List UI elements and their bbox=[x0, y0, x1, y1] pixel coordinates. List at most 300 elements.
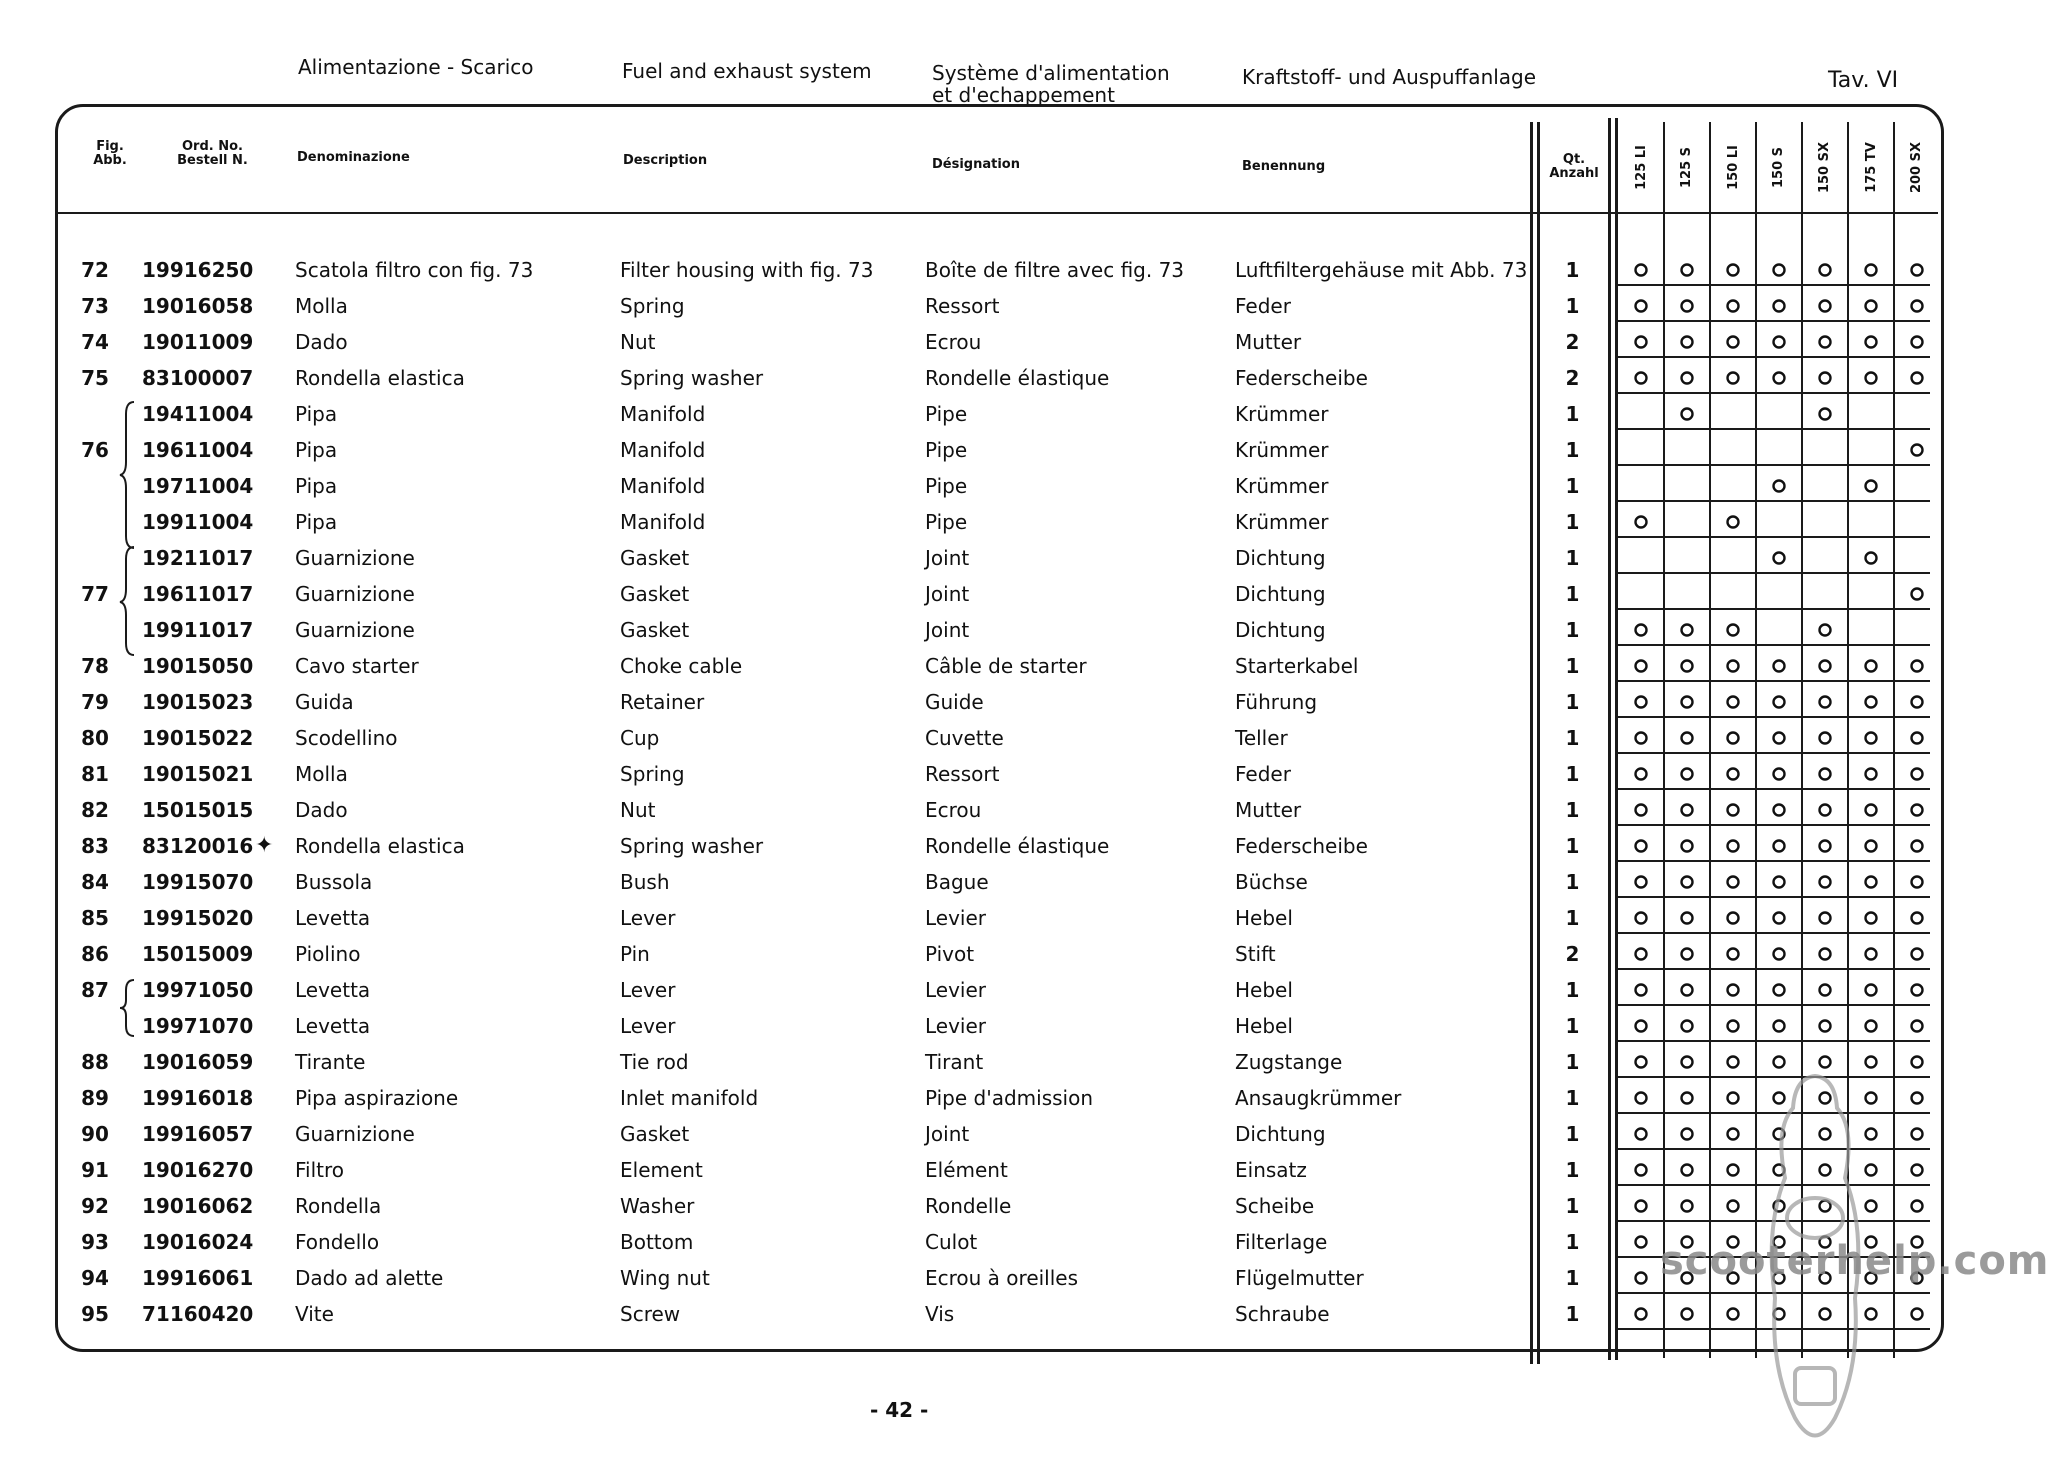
cell-ord: 19016024 bbox=[142, 1230, 254, 1254]
applicability-mark bbox=[1633, 514, 1649, 530]
cell-qt: 2 bbox=[1565, 330, 1580, 354]
model-row-divider bbox=[1618, 860, 1930, 862]
applicability-mark bbox=[1679, 1018, 1695, 1034]
cell-it: Pipa bbox=[295, 474, 338, 498]
cell-de: Hebel bbox=[1235, 978, 1293, 1002]
cell-fr: Rondelle bbox=[925, 1194, 1012, 1218]
applicability-mark bbox=[1633, 1306, 1649, 1322]
applicability-mark bbox=[1771, 658, 1787, 674]
cell-fig: 86 bbox=[81, 942, 109, 966]
applicability-mark bbox=[1725, 694, 1741, 710]
cell-en: Nut bbox=[620, 798, 656, 822]
cell-de: Büchse bbox=[1235, 870, 1308, 894]
applicability-mark bbox=[1863, 262, 1879, 278]
cell-it: Vite bbox=[295, 1302, 334, 1326]
applicability-mark bbox=[1725, 370, 1741, 386]
applicability-mark bbox=[1725, 946, 1741, 962]
cell-de: Hebel bbox=[1235, 1014, 1293, 1038]
title-english: Fuel and exhaust system bbox=[622, 59, 872, 83]
cell-it: Rondella elastica bbox=[295, 834, 465, 858]
applicability-mark bbox=[1725, 982, 1741, 998]
cell-de: Scheibe bbox=[1235, 1194, 1315, 1218]
applicability-mark bbox=[1725, 298, 1741, 314]
cell-fig bbox=[70, 1008, 120, 1044]
applicability-mark bbox=[1725, 766, 1741, 782]
applicability-mark bbox=[1909, 586, 1925, 602]
applicability-mark bbox=[1679, 622, 1695, 638]
cell-fig bbox=[70, 540, 120, 576]
applicability-mark bbox=[1817, 658, 1833, 674]
cell-fr: Levier bbox=[925, 978, 987, 1002]
applicability-mark bbox=[1679, 1090, 1695, 1106]
table-row bbox=[0, 432, 2000, 468]
cell-ord: 71160420 bbox=[142, 1302, 254, 1326]
brace-fig-77 bbox=[118, 545, 138, 657]
applicability-mark bbox=[1679, 982, 1695, 998]
cell-it: Dado ad alette bbox=[295, 1266, 444, 1290]
cell-qt: 1 bbox=[1565, 834, 1580, 858]
cell-en: Wing nut bbox=[620, 1266, 710, 1290]
applicability-mark bbox=[1909, 1198, 1925, 1214]
model-row-divider bbox=[1618, 968, 1930, 970]
title-german: Kraftstoff- und Auspuffanlage bbox=[1242, 65, 1537, 89]
cell-qt: 2 bbox=[1565, 942, 1580, 966]
applicability-mark bbox=[1771, 802, 1787, 818]
model-row-divider bbox=[1618, 356, 1930, 358]
cell-ord: 19916250 bbox=[142, 258, 254, 282]
cell-fr: Levier bbox=[925, 1014, 987, 1038]
applicability-mark bbox=[1725, 1018, 1741, 1034]
cell-de: Feder bbox=[1235, 762, 1291, 786]
applicability-mark bbox=[1679, 802, 1695, 818]
model-header-125-li bbox=[1618, 137, 1664, 197]
cell-ord: 19211017 bbox=[142, 546, 254, 570]
cell-de: Krümmer bbox=[1235, 402, 1329, 426]
cell-it: Guarnizione bbox=[295, 582, 415, 606]
cell-qt: 1 bbox=[1565, 1050, 1580, 1074]
applicability-mark bbox=[1633, 730, 1649, 746]
applicability-mark bbox=[1633, 694, 1649, 710]
cell-it: Guarnizione bbox=[295, 546, 415, 570]
applicability-mark bbox=[1725, 262, 1741, 278]
cell-en: Gasket bbox=[620, 582, 690, 606]
cell-fig: 82 bbox=[81, 798, 109, 822]
cell-en: Spring washer bbox=[620, 834, 764, 858]
cell-en: Filter housing with fig. 73 bbox=[620, 258, 874, 282]
col-header-qt: Qt. Anzahl bbox=[1549, 152, 1599, 181]
table-row bbox=[0, 612, 2000, 648]
applicability-mark bbox=[1771, 694, 1787, 710]
cell-fr: Ecrou à oreilles bbox=[925, 1266, 1079, 1290]
cell-en: Manifold bbox=[620, 402, 706, 426]
applicability-mark bbox=[1633, 658, 1649, 674]
model-row-divider bbox=[1618, 824, 1930, 826]
applicability-mark bbox=[1909, 982, 1925, 998]
cell-en: Manifold bbox=[620, 510, 706, 534]
applicability-mark bbox=[1817, 838, 1833, 854]
applicability-mark bbox=[1909, 838, 1925, 854]
model-header-125-s bbox=[1664, 137, 1710, 197]
cell-qt: 1 bbox=[1565, 906, 1580, 930]
table-row bbox=[0, 324, 2000, 360]
applicability-mark bbox=[1863, 1018, 1879, 1034]
cell-fr: Ecrou bbox=[925, 330, 982, 354]
applicability-mark bbox=[1817, 622, 1833, 638]
applicability-mark bbox=[1863, 298, 1879, 314]
cell-de: Dichtung bbox=[1235, 546, 1326, 570]
applicability-mark bbox=[1633, 622, 1649, 638]
cell-fig: 79 bbox=[81, 690, 109, 714]
table-row bbox=[0, 1008, 2000, 1044]
applicability-mark bbox=[1679, 838, 1695, 854]
cell-qt: 1 bbox=[1565, 1266, 1580, 1290]
cell-it: Dado bbox=[295, 330, 348, 354]
model-row-divider bbox=[1618, 428, 1930, 430]
applicability-mark bbox=[1725, 730, 1741, 746]
cell-de: Filterlage bbox=[1235, 1230, 1328, 1254]
cell-ord: 19916061 bbox=[142, 1266, 254, 1290]
cell-it: Tirante bbox=[295, 1050, 366, 1074]
cell-en: Washer bbox=[620, 1194, 695, 1218]
applicability-mark bbox=[1909, 1126, 1925, 1142]
table-row bbox=[0, 1116, 2000, 1152]
brace-fig-87 bbox=[118, 978, 138, 1038]
cell-en: Choke cable bbox=[620, 654, 743, 678]
applicability-mark bbox=[1633, 1162, 1649, 1178]
applicability-mark bbox=[1679, 262, 1695, 278]
table-row bbox=[0, 864, 2000, 900]
table-row bbox=[0, 396, 2000, 432]
table-row bbox=[0, 504, 2000, 540]
cell-fig: 72 bbox=[81, 258, 109, 282]
cell-qt: 1 bbox=[1565, 438, 1580, 462]
cell-fig: 85 bbox=[81, 906, 109, 930]
cell-fr: Pipe bbox=[925, 438, 968, 462]
table-row bbox=[0, 576, 2000, 612]
applicability-mark bbox=[1909, 262, 1925, 278]
cell-ord: 19711004 bbox=[142, 474, 254, 498]
model-row-divider bbox=[1618, 608, 1930, 610]
cell-en: Screw bbox=[620, 1302, 681, 1326]
applicability-mark bbox=[1863, 910, 1879, 926]
model-row-divider bbox=[1618, 896, 1930, 898]
model-row-divider bbox=[1618, 284, 1930, 286]
cell-fr: Ecrou bbox=[925, 798, 982, 822]
cell-qt: 1 bbox=[1565, 402, 1580, 426]
applicability-mark bbox=[1725, 1090, 1741, 1106]
model-row-divider bbox=[1618, 716, 1930, 718]
applicability-mark bbox=[1679, 910, 1695, 926]
applicability-mark bbox=[1725, 1126, 1741, 1142]
title-french: Système d'alimentation et d'echappement bbox=[932, 61, 1170, 107]
cell-it: Guarnizione bbox=[295, 1122, 415, 1146]
applicability-mark bbox=[1817, 766, 1833, 782]
model-row-divider bbox=[1618, 680, 1930, 682]
cell-fig: 91 bbox=[81, 1158, 109, 1182]
cell-fig: 77 bbox=[81, 582, 109, 606]
table-row bbox=[0, 684, 2000, 720]
cell-it: Molla bbox=[295, 762, 348, 786]
cell-fig: 92 bbox=[81, 1194, 109, 1218]
cell-qt: 1 bbox=[1565, 726, 1580, 750]
cell-fig bbox=[70, 504, 120, 540]
cell-fr: Pipe bbox=[925, 402, 968, 426]
applicability-mark bbox=[1725, 1306, 1741, 1322]
model-row-divider bbox=[1618, 1040, 1930, 1042]
cell-ord: 19015050 bbox=[142, 654, 254, 678]
cell-fr: Joint bbox=[925, 582, 970, 606]
applicability-mark bbox=[1679, 298, 1695, 314]
applicability-mark bbox=[1725, 1162, 1741, 1178]
cell-en: Nut bbox=[620, 330, 656, 354]
applicability-mark bbox=[1817, 802, 1833, 818]
applicability-mark bbox=[1817, 946, 1833, 962]
title-italian: Alimentazione - Scarico bbox=[298, 55, 534, 79]
applicability-mark bbox=[1817, 910, 1833, 926]
applicability-mark bbox=[1863, 658, 1879, 674]
applicability-mark bbox=[1633, 802, 1649, 818]
applicability-mark bbox=[1817, 298, 1833, 314]
cell-en: Spring washer bbox=[620, 366, 764, 390]
applicability-mark bbox=[1817, 730, 1833, 746]
cell-ord: 19915070 bbox=[142, 870, 254, 894]
cell-it: Pipa bbox=[295, 510, 338, 534]
applicability-mark bbox=[1771, 298, 1787, 314]
cell-en: Element bbox=[620, 1158, 703, 1182]
cell-de: Einsatz bbox=[1235, 1158, 1307, 1182]
cell-fr: Elément bbox=[925, 1158, 1008, 1182]
cell-ord: 15015009 bbox=[142, 942, 254, 966]
applicability-mark bbox=[1633, 838, 1649, 854]
applicability-mark bbox=[1817, 694, 1833, 710]
model-header-150-li bbox=[1710, 137, 1756, 197]
applicability-mark bbox=[1771, 730, 1787, 746]
cell-fig: 95 bbox=[81, 1302, 109, 1326]
model-row-divider bbox=[1618, 752, 1930, 754]
cell-de: Krümmer bbox=[1235, 438, 1329, 462]
applicability-mark bbox=[1863, 946, 1879, 962]
cell-it: Pipa bbox=[295, 402, 338, 426]
cell-qt: 1 bbox=[1565, 762, 1580, 786]
cell-en: Manifold bbox=[620, 474, 706, 498]
applicability-mark bbox=[1909, 370, 1925, 386]
applicability-mark bbox=[1909, 334, 1925, 350]
cell-fig: 89 bbox=[81, 1086, 109, 1110]
applicability-mark bbox=[1679, 694, 1695, 710]
applicability-mark bbox=[1725, 874, 1741, 890]
col-header-ord: Ord. No. Bestell N. bbox=[177, 139, 248, 168]
applicability-mark bbox=[1863, 694, 1879, 710]
model-header-150-s bbox=[1756, 137, 1802, 197]
cell-fig bbox=[70, 396, 120, 432]
cell-en: Tie rod bbox=[620, 1050, 689, 1074]
applicability-mark bbox=[1817, 1018, 1833, 1034]
model-row-divider bbox=[1618, 392, 1930, 394]
cell-ord: 19911004 bbox=[142, 510, 254, 534]
page-number: - 42 - bbox=[870, 1398, 929, 1422]
cell-qt: 1 bbox=[1565, 1122, 1580, 1146]
cell-fig: 88 bbox=[81, 1050, 109, 1074]
model-row-divider bbox=[1618, 1004, 1930, 1006]
table-row bbox=[0, 828, 2000, 864]
cell-de: Luftfiltergehäuse mit Abb. 73 bbox=[1235, 258, 1528, 282]
cell-de: Feder bbox=[1235, 294, 1291, 318]
applicability-mark bbox=[1771, 838, 1787, 854]
brace-fig-76 bbox=[118, 400, 138, 550]
model-header-175-tv bbox=[1848, 137, 1894, 197]
cell-it: Piolino bbox=[295, 942, 361, 966]
cell-ord: 19971050 bbox=[142, 978, 254, 1002]
plate-number: Tav. VI bbox=[1828, 68, 1899, 93]
cell-fig: 83 bbox=[81, 834, 109, 858]
applicability-mark bbox=[1679, 1198, 1695, 1214]
cell-it: Bussola bbox=[295, 870, 373, 894]
cell-fig bbox=[70, 468, 120, 504]
applicability-mark bbox=[1633, 874, 1649, 890]
cell-ord: 19971070 bbox=[142, 1014, 254, 1038]
cell-en: Gasket bbox=[620, 546, 690, 570]
cell-fr: Pivot bbox=[925, 942, 975, 966]
table-row bbox=[0, 1044, 2000, 1080]
model-header-200-sx bbox=[1894, 137, 1940, 197]
applicability-mark bbox=[1679, 406, 1695, 422]
cell-fig bbox=[70, 612, 120, 648]
table-row bbox=[0, 792, 2000, 828]
applicability-mark bbox=[1679, 1054, 1695, 1070]
applicability-mark bbox=[1863, 334, 1879, 350]
cell-it: Guarnizione bbox=[295, 618, 415, 642]
cell-en: Inlet manifold bbox=[620, 1086, 759, 1110]
applicability-mark bbox=[1725, 334, 1741, 350]
applicability-mark bbox=[1771, 910, 1787, 926]
cell-fig: 94 bbox=[81, 1266, 109, 1290]
applicability-mark bbox=[1633, 1090, 1649, 1106]
applicability-mark bbox=[1633, 334, 1649, 350]
model-header-label: 150 SX bbox=[1817, 141, 1833, 193]
table-row bbox=[0, 972, 2000, 1008]
cell-ord: 19411004 bbox=[142, 402, 254, 426]
applicability-mark bbox=[1771, 550, 1787, 566]
cell-de: Federscheibe bbox=[1235, 834, 1368, 858]
applicability-mark bbox=[1679, 1162, 1695, 1178]
cell-qt: 1 bbox=[1565, 1014, 1580, 1038]
cell-ord: 19015022 bbox=[142, 726, 254, 750]
table-row bbox=[0, 1152, 2000, 1188]
cell-en: Retainer bbox=[620, 690, 705, 714]
cell-qt: 1 bbox=[1565, 690, 1580, 714]
table-row bbox=[0, 1080, 2000, 1116]
applicability-mark bbox=[1909, 442, 1925, 458]
cell-de: Dichtung bbox=[1235, 1122, 1326, 1146]
cell-ord: 19016062 bbox=[142, 1194, 254, 1218]
col-header-fig: Fig. Abb. bbox=[93, 139, 127, 168]
cell-fr: Joint bbox=[925, 1122, 970, 1146]
cell-en: Lever bbox=[620, 906, 676, 930]
cell-ord: 19016059 bbox=[142, 1050, 254, 1074]
applicability-mark bbox=[1679, 1126, 1695, 1142]
applicability-mark bbox=[1863, 982, 1879, 998]
cell-it: Scodellino bbox=[295, 726, 398, 750]
model-header-label: 150 LI bbox=[1725, 144, 1741, 190]
model-header-label: 150 S bbox=[1771, 146, 1787, 188]
cell-de: Flügelmutter bbox=[1235, 1266, 1364, 1290]
cell-ord: 19915020 bbox=[142, 906, 254, 930]
cell-ord: 83120016 bbox=[142, 834, 254, 858]
cell-de: Schraube bbox=[1235, 1302, 1330, 1326]
applicability-mark bbox=[1633, 1234, 1649, 1250]
model-header-150-sx bbox=[1802, 137, 1848, 197]
cell-ord: 15015015 bbox=[142, 798, 254, 822]
cell-ord: 19015021 bbox=[142, 762, 254, 786]
cell-fr: Culot bbox=[925, 1230, 978, 1254]
applicability-mark bbox=[1863, 478, 1879, 494]
cell-it: Levetta bbox=[295, 978, 371, 1002]
applicability-mark bbox=[1771, 478, 1787, 494]
applicability-mark bbox=[1909, 658, 1925, 674]
applicability-mark bbox=[1633, 370, 1649, 386]
col-header-fr: Désignation bbox=[932, 157, 1020, 172]
cell-it: Pipa aspirazione bbox=[295, 1086, 459, 1110]
applicability-mark bbox=[1909, 298, 1925, 314]
cell-fig: 84 bbox=[81, 870, 109, 894]
cell-fr: Levier bbox=[925, 906, 987, 930]
cell-ord: 83100007 bbox=[142, 366, 254, 390]
applicability-mark bbox=[1679, 766, 1695, 782]
cell-ord: 19911017 bbox=[142, 618, 254, 642]
cell-fig: 90 bbox=[81, 1122, 109, 1146]
cell-qt: 1 bbox=[1565, 618, 1580, 642]
cell-fig: 80 bbox=[81, 726, 109, 750]
cell-qt: 2 bbox=[1565, 366, 1580, 390]
cell-de: Ansaugkrümmer bbox=[1235, 1086, 1402, 1110]
table-row bbox=[0, 720, 2000, 756]
cell-it: Fondello bbox=[295, 1230, 380, 1254]
cell-fr: Joint bbox=[925, 618, 970, 642]
cell-ord: 19015023 bbox=[142, 690, 254, 714]
cell-fig: 87 bbox=[81, 978, 109, 1002]
cell-it: Scatola filtro con fig. 73 bbox=[295, 258, 534, 282]
applicability-mark bbox=[1679, 946, 1695, 962]
cell-fr: Rondelle élastique bbox=[925, 834, 1110, 858]
cell-de: Teller bbox=[1235, 726, 1288, 750]
header-divider bbox=[58, 212, 1938, 214]
cell-qt: 1 bbox=[1565, 258, 1580, 282]
applicability-mark bbox=[1771, 1018, 1787, 1034]
col-header-it: Denominazione bbox=[297, 150, 410, 165]
cell-ord: 19611017 bbox=[142, 582, 254, 606]
cell-fr: Pipe bbox=[925, 474, 968, 498]
table-row bbox=[0, 1296, 2000, 1332]
cell-en: Gasket bbox=[620, 1122, 690, 1146]
cell-it: Cavo starter bbox=[295, 654, 419, 678]
applicability-mark bbox=[1633, 946, 1649, 962]
cell-en: Pin bbox=[620, 942, 650, 966]
cell-fr: Rondelle élastique bbox=[925, 366, 1110, 390]
cell-en: Manifold bbox=[620, 438, 706, 462]
applicability-mark bbox=[1863, 550, 1879, 566]
applicability-mark bbox=[1725, 838, 1741, 854]
cell-qt: 1 bbox=[1565, 474, 1580, 498]
applicability-mark bbox=[1909, 1054, 1925, 1070]
cell-qt: 1 bbox=[1565, 1194, 1580, 1218]
applicability-mark bbox=[1725, 622, 1741, 638]
cell-qt: 1 bbox=[1565, 582, 1580, 606]
cell-de: Starterkabel bbox=[1235, 654, 1359, 678]
applicability-mark bbox=[1909, 766, 1925, 782]
cell-fig: 93 bbox=[81, 1230, 109, 1254]
cell-en: Spring bbox=[620, 762, 685, 786]
cell-de: Stift bbox=[1235, 942, 1276, 966]
